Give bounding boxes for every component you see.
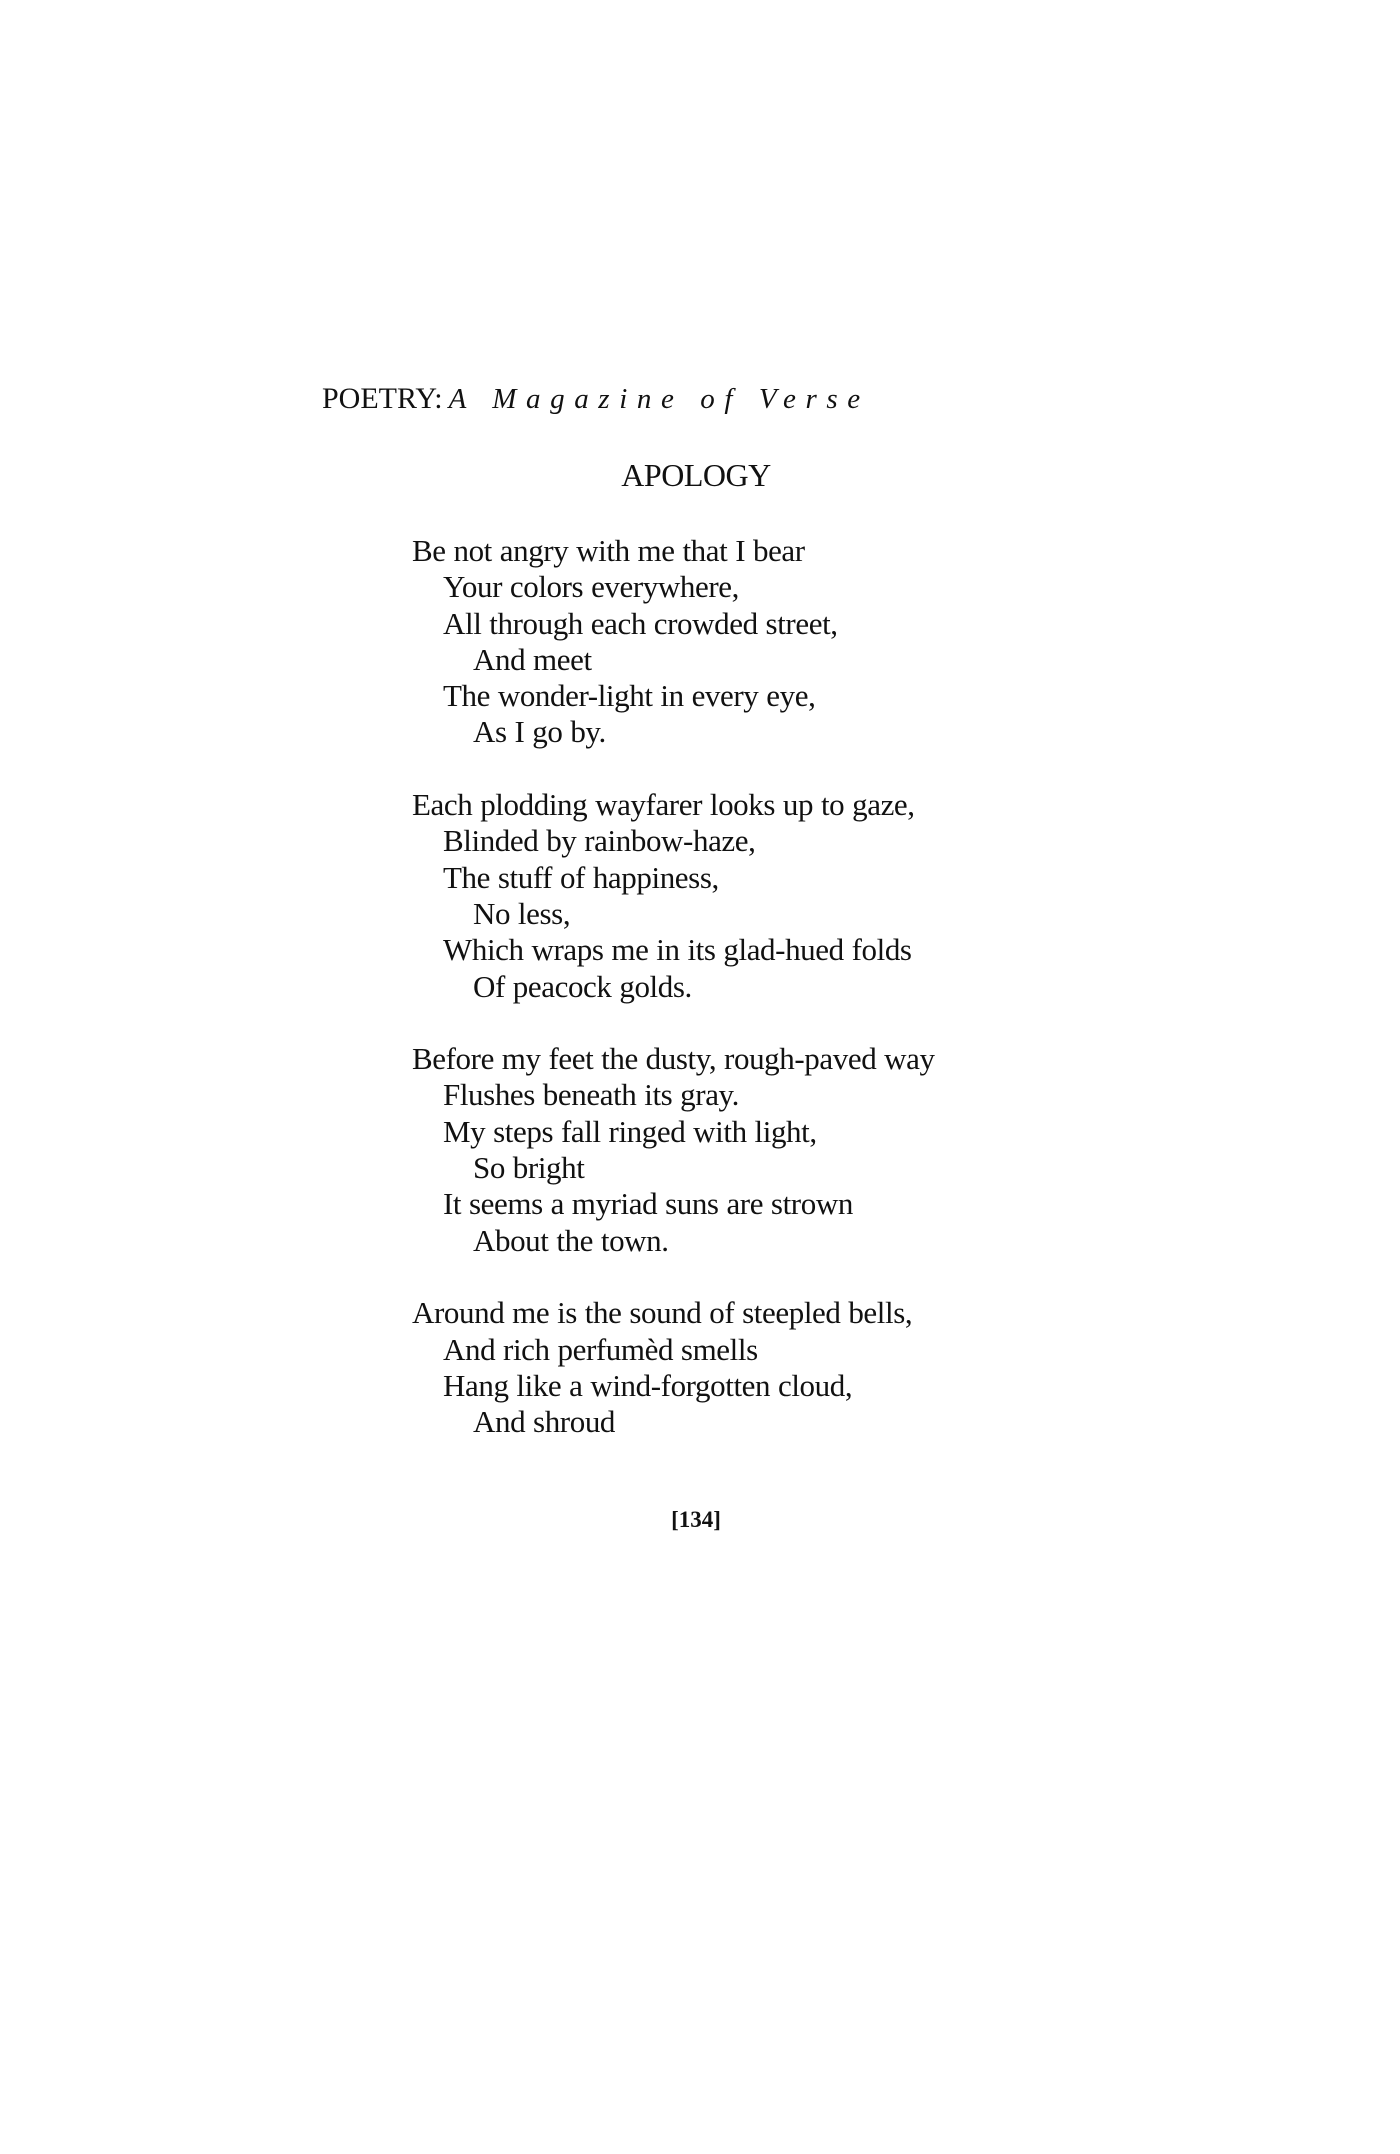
poem-line: Of peacock golds. bbox=[473, 968, 692, 1004]
poem-line: Your colors everywhere, bbox=[443, 569, 739, 605]
poem-line: Each plodding wayfarer looks up to gaze, bbox=[412, 787, 915, 823]
poem-body bbox=[412, 533, 935, 1477]
poem-line: Hang like a wind-forgotten cloud, bbox=[443, 1367, 853, 1403]
poem-line: It seems a myriad suns are strown bbox=[443, 1186, 853, 1222]
poem-line: Blinded by rainbow-haze, bbox=[443, 823, 756, 859]
poem-line: My steps fall ringed with light, bbox=[443, 1113, 817, 1149]
poem-line: Around me is the sound of steepled bells, bbox=[412, 1295, 913, 1331]
poem-line: So bright bbox=[473, 1150, 585, 1186]
running-head bbox=[322, 380, 870, 417]
poem-line: As I go by. bbox=[473, 714, 606, 750]
poem-line: And rich perfumèd smells bbox=[443, 1331, 758, 1367]
magazine-subtitle: A Magazine of Verse bbox=[448, 383, 870, 415]
poem-line: No less, bbox=[473, 895, 571, 931]
poem-line: And meet bbox=[473, 641, 592, 677]
stanza-1 bbox=[412, 533, 935, 751]
poem-line: And shroud bbox=[473, 1404, 616, 1440]
poem-line: All through each crowded street, bbox=[443, 605, 838, 641]
stanza-4 bbox=[412, 1295, 935, 1440]
magazine-name: POETRY: bbox=[322, 382, 443, 415]
poem-line: About the town. bbox=[473, 1222, 669, 1258]
stanza-2 bbox=[412, 787, 935, 1005]
poem-line: Be not angry with me that I bear bbox=[412, 533, 805, 568]
stanza-3 bbox=[412, 1041, 935, 1259]
page-number: [134] bbox=[671, 1507, 721, 1532]
poem-line: Flushes beneath its gray. bbox=[443, 1077, 739, 1113]
poem-line: The wonder-light in every eye, bbox=[443, 678, 816, 714]
poem-title: APOLOGY bbox=[621, 457, 771, 493]
poem-line: Before my feet the dusty, rough-paved way bbox=[412, 1041, 935, 1077]
poem-line: The stuff of happiness, bbox=[443, 859, 719, 895]
poem-line: Which wraps me in its glad-hued folds bbox=[443, 932, 912, 968]
